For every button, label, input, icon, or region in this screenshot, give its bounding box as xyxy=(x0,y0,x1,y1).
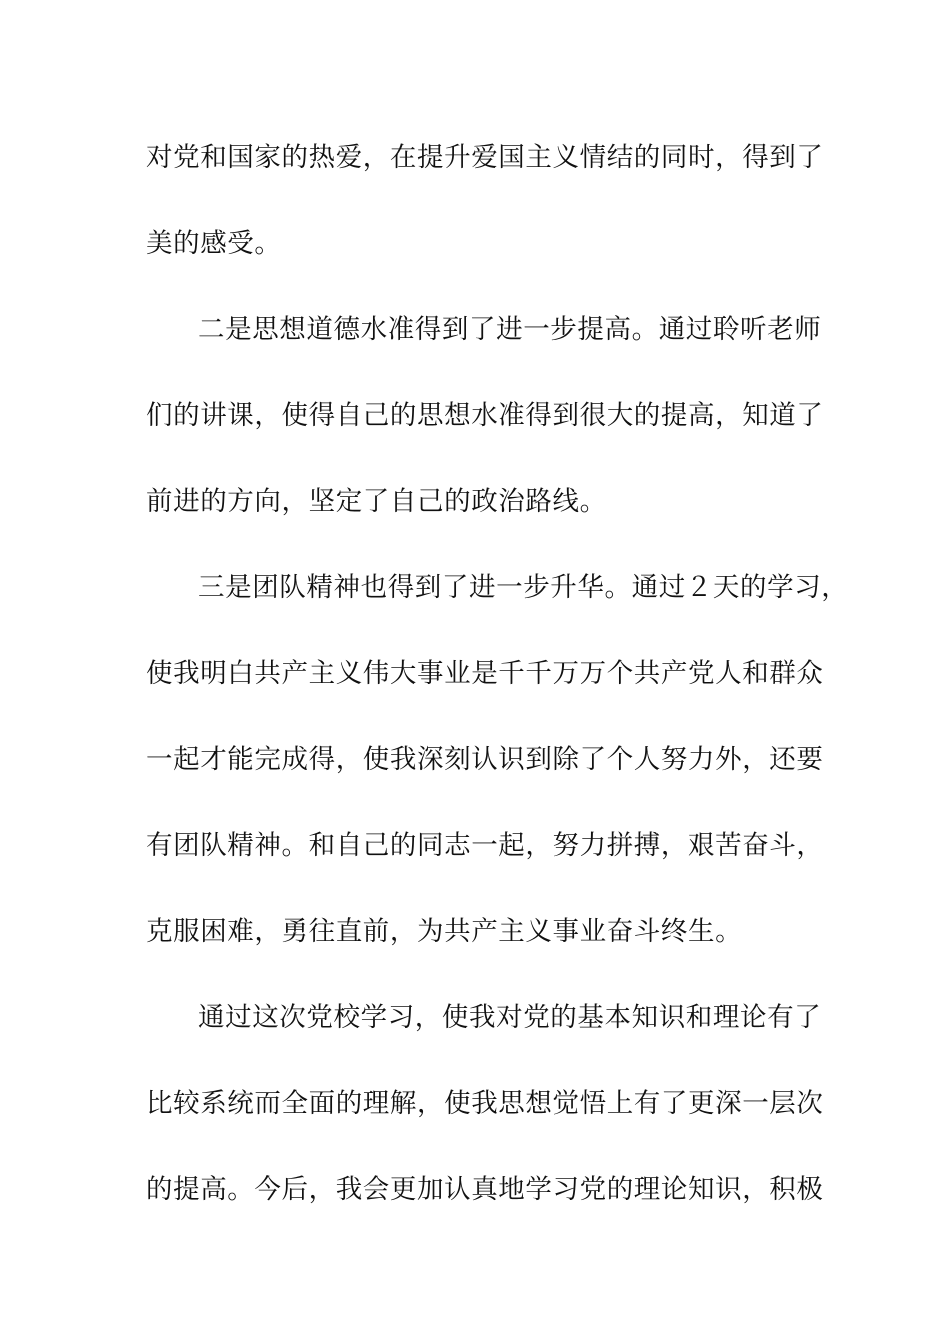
paragraph-line: 前进的方向，坚定了自己的政治路线。 xyxy=(146,486,607,517)
paragraph-line: 克服困难，勇往直前，为共产主义事业奋斗终生。 xyxy=(146,916,743,947)
paragraph-line: 的提高。今后，我会更加认真地学习党的理论知识，积极 xyxy=(146,1174,824,1205)
paragraph-line: 通过这次党校学习，使我对党的基本知识和理论有了 xyxy=(198,1002,822,1033)
paragraph-line: 美的感受。 xyxy=(146,228,282,259)
paragraph-line: 使我明白共产主义伟大事业是千千万万个共产党人和群众 xyxy=(146,658,824,689)
paragraph-line: 比较系统而全面的理解，使我思想觉悟上有了更深一层次 xyxy=(146,1088,824,1119)
paragraph-line: 们的讲课，使得自己的思想水准得到很大的提高，知道了 xyxy=(146,400,824,431)
paragraph-line: 一起才能完成得，使我深刻认识到除了个人努力外，还要 xyxy=(146,744,824,775)
paragraph-line: 三是团队精神也得到了进一步升华。通过２天的学习， xyxy=(198,572,849,603)
paragraph-line: 有团队精神。和自己的同志一起，努力拼搏，艰苦奋斗， xyxy=(146,830,824,861)
paragraph-line: 对党和国家的热爱，在提升爱国主义情结的同时，得到了 xyxy=(146,142,824,173)
paragraph-line: 二是思想道德水准得到了进一步提高。通过聆听老师 xyxy=(198,314,822,345)
